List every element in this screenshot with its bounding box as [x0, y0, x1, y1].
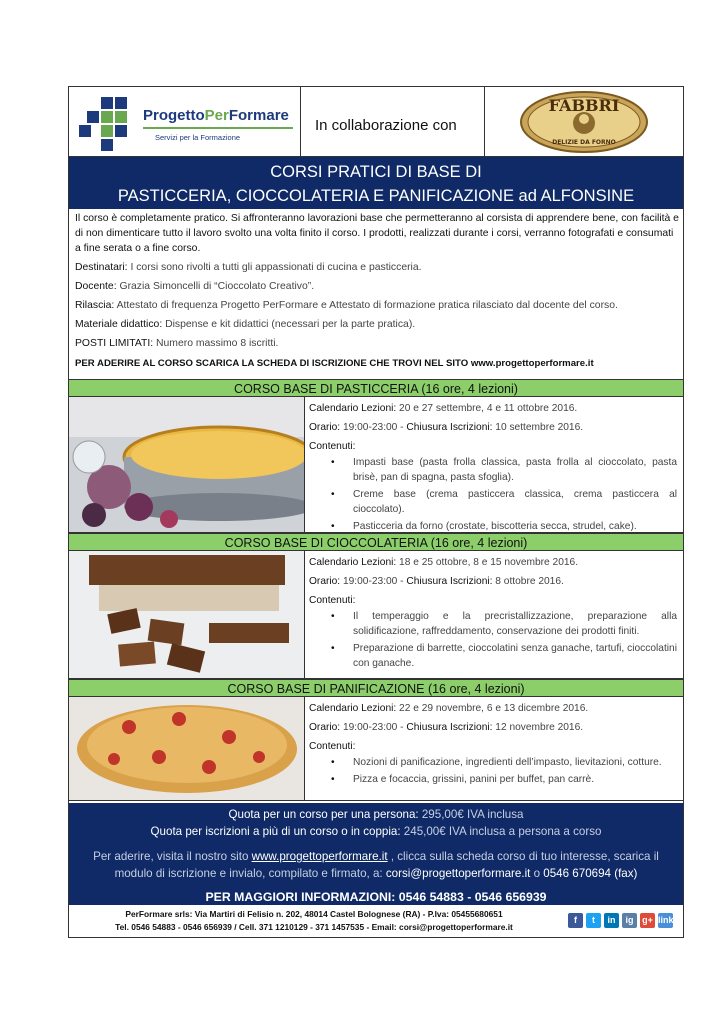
- list-item: • Nozioni di panificazione, ingredienti dell’impasto, lievitazioni, cotture.: [309, 755, 677, 770]
- brand-divider: [143, 127, 293, 129]
- contents-label: Contenuti:: [309, 741, 356, 752]
- intro-destinatari: Destinatari: I corsi sono rivolti a tutti gli appassionati di cucina e pasticceria.: [75, 262, 422, 273]
- list-item: • Creme base (crema pasticcera classica, crema pasticcera al cioccolato).: [309, 487, 677, 517]
- calendar-row: Calendario Lezioni: 20 e 27 settembre, 4 e 11 ottobre 2016.: [309, 403, 578, 414]
- course-heading-panificazione: CORSO BASE DI PANIFICAZIONE (16 ore, 4 lezioni): [69, 679, 683, 697]
- contents-list: [309, 609, 677, 671]
- course-panificazione-details: [309, 701, 677, 789]
- title-line-1: CORSI PRATICI DI BASE DI: [270, 163, 482, 181]
- schedule-row: Orario: 19:00-23:00 - Chiusura Iscrizioni: 12 novembre 2016.: [309, 722, 584, 733]
- chocolate-photo: [69, 551, 305, 678]
- facebook-icon[interactable]: f: [568, 913, 583, 928]
- pricing-band: [69, 803, 683, 905]
- link-icon[interactable]: link: [658, 913, 673, 928]
- logo-squares-icon: [79, 97, 135, 149]
- intro-section: [75, 211, 679, 371]
- fabbri-logo-text: FABBRI: [548, 96, 620, 115]
- footer-address: PerFormare srls: Via Martiri di Felisio n. 202, 48014 Castel Bolognese (RA) - P.Iva: 05455680651: [125, 909, 503, 919]
- title-band: [69, 157, 683, 209]
- website-link[interactable]: www.progettoperformare.it: [251, 850, 388, 863]
- course-heading-cioccolateria: CORSO BASE DI CIOCCOLATERIA (16 ore, 4 lezioni): [69, 533, 683, 551]
- twitter-icon[interactable]: t: [586, 913, 601, 928]
- instagram-icon[interactable]: ig: [622, 913, 637, 928]
- footer-contacts: Tel. 0546 54883 - 0546 656939 / Cell. 371 1210129 - 371 1457535 - Email: corsi@progettoperformare.it: [115, 922, 513, 932]
- course-panificazione: [69, 697, 683, 801]
- email-link[interactable]: corsi@progettoperformare.it: [385, 867, 531, 880]
- schedule-row: Orario: 19:00-23:00 - Chiusura Iscrizioni: 8 ottobre 2016.: [309, 576, 564, 587]
- price-single: Quota per un corso per una persona: 295,00€ IVA inclusa: [228, 808, 524, 821]
- google-plus-icon[interactable]: g+: [640, 913, 655, 928]
- intro-materiale: Materiale didattico: Dispense e kit didattici (necessari per la parte pratica).: [75, 319, 416, 330]
- price-multi: Quota per iscrizioni a più di un corso o in coppia: 245,00€ IVA inclusa a persona a corso: [150, 825, 602, 838]
- list-item: • Il temperaggio e la precristallizzazione, preparazione alla solidificazione, raffreddamento, conservazione dei prodotti finiti.: [309, 609, 677, 639]
- progetto-performare-logo: [69, 87, 301, 157]
- footer: [69, 905, 683, 939]
- course-cioccolateria: [69, 551, 683, 679]
- contents-label: Contenuti:: [309, 595, 356, 606]
- tart-photo: [69, 397, 305, 532]
- course-cioccolateria-details: [309, 555, 677, 673]
- focaccia-photo: [69, 697, 305, 800]
- intro-docente: Docente: Grazia Simoncelli di “Cioccolato Creativo”.: [75, 281, 315, 292]
- more-info: PER MAGGIORI INFORMAZIONI: 0546 54883 - 0546 656939: [205, 890, 547, 904]
- title-line-2: PASTICCERIA, CIOCCOLATERIA E PANIFICAZIONE ad ALFONSINE: [117, 187, 635, 205]
- course-pasticceria: [69, 397, 683, 533]
- fabbri-logo-subtext: DELIZIE DA FORNO: [552, 139, 616, 146]
- enrollment-info: Per aderire, visita il nostro sito www.progettoperformare.it , clicca sulla scheda corso di tuo interesse, scarica il modulo di iscrizione e invialo, compilato e firmato, a: corsi@progettoperformare.it o 0546 670694 (fax): [93, 850, 659, 880]
- brand-subtitle: Servizi per la Formazione: [155, 133, 241, 142]
- calendar-row: Calendario Lezioni: 22 e 29 novembre, 6 e 13 dicembre 2016.: [309, 703, 589, 714]
- linkedin-icon[interactable]: in: [604, 913, 619, 928]
- social-icons: [568, 913, 673, 928]
- header-row: [69, 87, 683, 157]
- brand-name: ProgettoPerFormare: [143, 107, 289, 124]
- list-item: • Pizza e focaccia, grissini, panini per buffet, pan carrè.: [309, 772, 677, 787]
- contents-list: [309, 455, 677, 534]
- course-pasticceria-details: [309, 401, 677, 536]
- course-heading-pasticceria: CORSO BASE DI PASTICCERIA (16 ore, 4 lezioni): [69, 379, 683, 397]
- intro-text: Il corso è completamente pratico. Si affronteranno lavorazioni base che permetteranno al corsista di apprendere bene, con facilità e di non dimenticare tutto il lavoro svolto una volta finito il corso. I prodotti, realizzati durante i corsi, verranno fotografati e consumati a fine serata o a fine corso.: [75, 213, 679, 254]
- list-item: • Pasticceria da forno (crostate, biscotteria secca, strudel, cake).: [309, 519, 677, 534]
- intro-posti: POSTI LIMITATI: Numero massimo 8 iscritti.: [75, 338, 279, 349]
- intro-rilascia: Rilascia: Attestato di frequenza Progetto PerFormare e Attestato di formazione pratica rilasciato dal docente del corso.: [75, 300, 618, 311]
- contents-list: [309, 755, 677, 787]
- flyer-frame: [68, 86, 684, 938]
- collaboration-cell: [301, 87, 485, 157]
- fabbri-logo-cell: [485, 87, 683, 157]
- intro-cta: PER ADERIRE AL CORSO SCARICA LA SCHEDA DI ISCRIZIONE CHE TROVI NEL SITO www.progettoperformare.it: [75, 358, 594, 369]
- calendar-row: Calendario Lezioni: 18 e 25 ottobre, 8 e 15 novembre 2016.: [309, 557, 579, 568]
- contents-label: Contenuti:: [309, 441, 356, 452]
- collaboration-text: In collaborazione con: [315, 117, 457, 134]
- schedule-row: Orario: 19:00-23:00 - Chiusura Iscrizioni: 10 settembre 2016.: [309, 422, 584, 433]
- fabbri-logo: [519, 91, 649, 153]
- list-item: • Impasti base (pasta frolla classica, pasta frolla al cioccolato, pasta brisè, pan di spagna, pasta sfoglia).: [309, 455, 677, 485]
- list-item: • Preparazione di barrette, cioccolatini senza ganache, tartufi, cioccolatini con ganache.: [309, 641, 677, 671]
